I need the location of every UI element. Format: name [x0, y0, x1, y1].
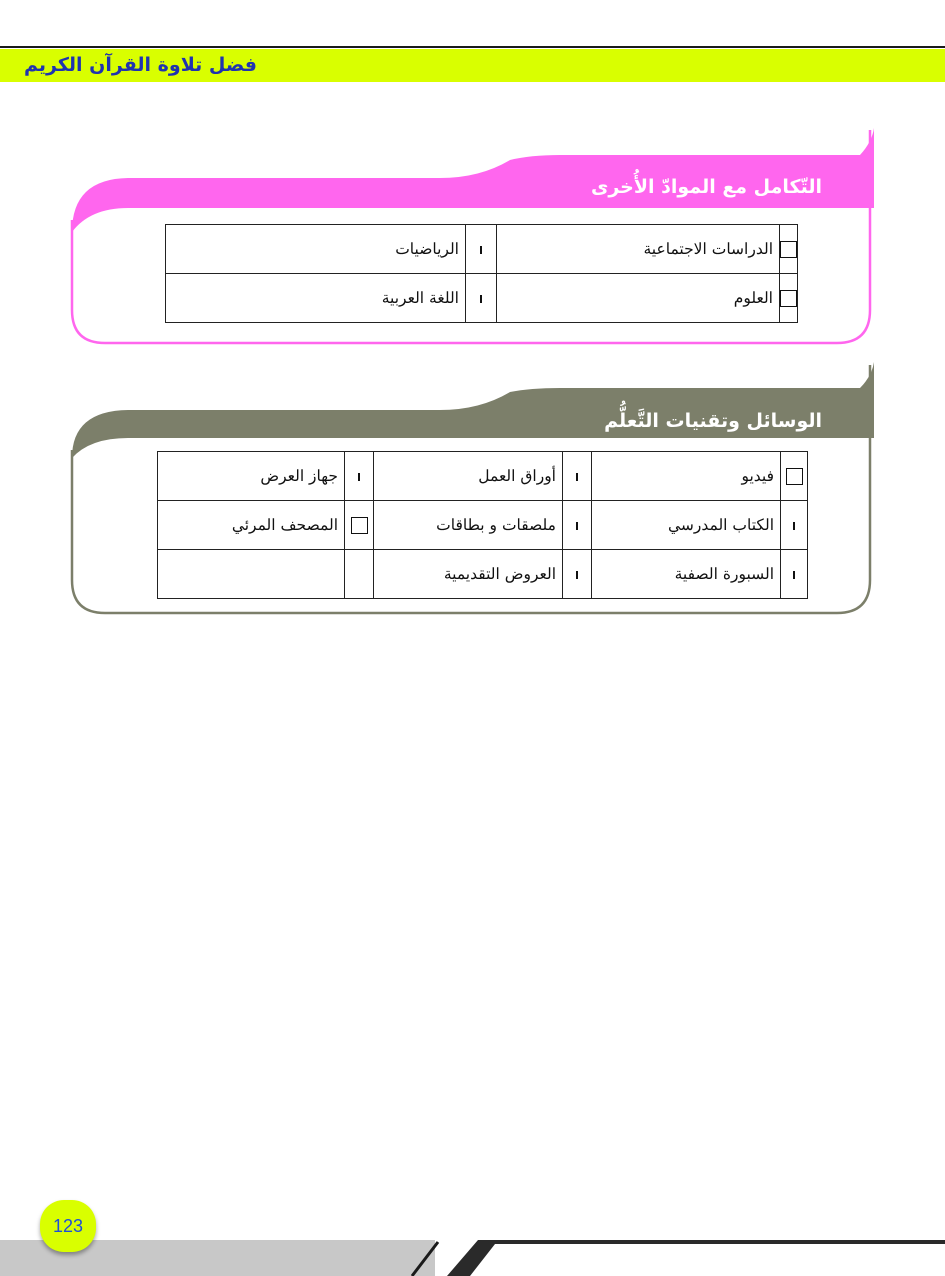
section2-title: الوسائل وتقنيات التَّعلُّم [604, 410, 822, 432]
subject-cell: الرياضيات [166, 225, 466, 274]
tool-cell: السبورة الصفية [592, 550, 781, 599]
chapter-title: فضل تلاوة القرآن الكريم [24, 54, 257, 76]
subject-cell: الدراسات الاجتماعية [497, 225, 780, 274]
subject-cell: العلوم [497, 274, 780, 323]
tool-cell: جهاز العرض [158, 452, 345, 501]
tool-cell: المصحف المرئي [158, 501, 345, 550]
tool-cell: ملصقات و بطاقات [374, 501, 563, 550]
subject-cell: اللغة العربية [166, 274, 466, 323]
page-number-badge: 123 [40, 1200, 96, 1252]
tool-cell: أوراق العمل [374, 452, 563, 501]
tool-cell: الكتاب المدرسي [592, 501, 781, 550]
tool-cell: فيديو [592, 452, 781, 501]
section1-title: التّكامل مع الموادّ الأُخرى [590, 176, 822, 198]
tool-cell: العروض التقديمية [374, 550, 563, 599]
